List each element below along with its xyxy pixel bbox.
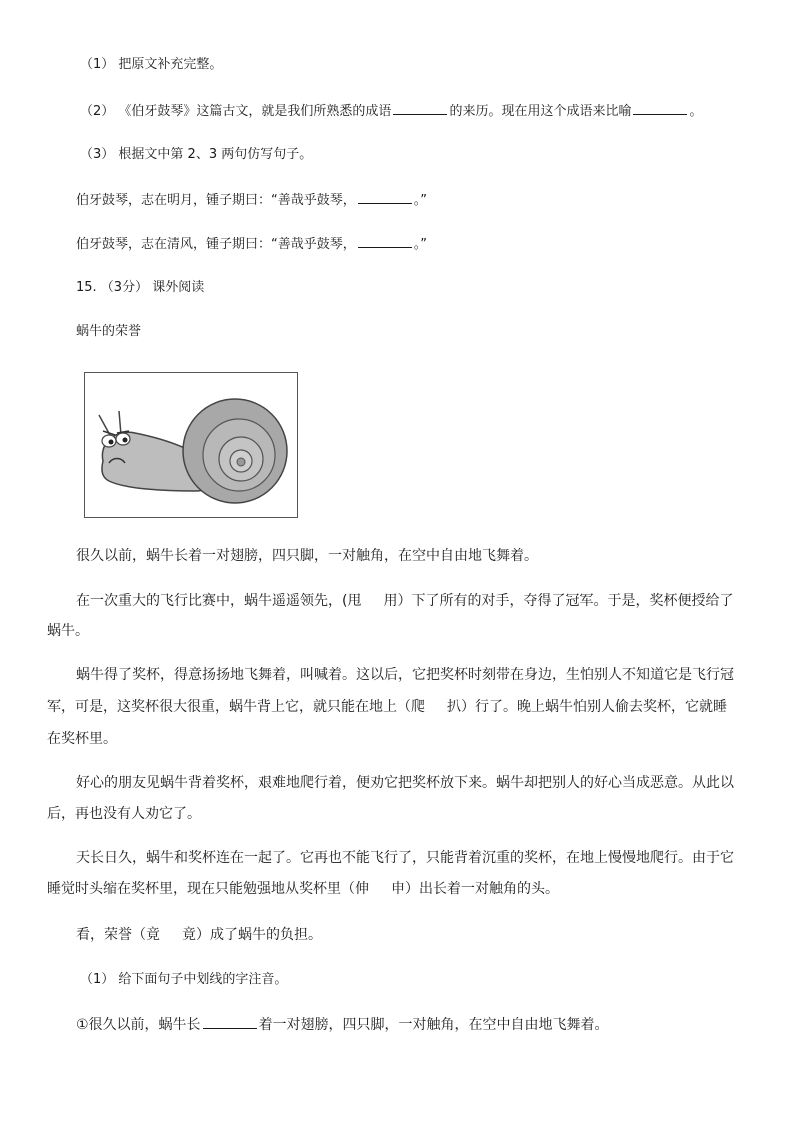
paragraph-3-line-2 <box>47 697 727 717</box>
paragraph-2-line-2: 蜗牛。 <box>47 623 89 639</box>
q15-sub1 <box>80 970 287 990</box>
answer-blank[interactable] <box>358 189 412 204</box>
p5-text-a: 睡觉时头缩在奖杯里，现在只能勉强地从奖杯里（伸 <box>47 881 369 897</box>
q14-imitation-line-2 <box>76 233 427 255</box>
q15-sub1-num: （1） <box>80 972 115 987</box>
paragraph-4-line-2: 后，再也没有人劝它了。 <box>47 806 201 822</box>
answer-blank[interactable] <box>358 233 412 248</box>
q14-sub1-num: （1） <box>80 57 115 72</box>
q14-sub1 <box>80 55 222 75</box>
line2-text-a: 伯牙鼓琴，志在清风，锺子期曰：“善哉乎鼓琴， <box>76 237 356 252</box>
item1-text-b: 着一对翅膀，四只脚，一对触角，在空中自由地飞舞着。 <box>258 1017 609 1033</box>
q14-imitation-line-1 <box>76 189 427 211</box>
q14-sub2-text-c: 。 <box>689 104 703 119</box>
q15-sub1-text: 给下面句子中划线的字注音。 <box>118 972 288 987</box>
q14-sub3 <box>80 145 312 165</box>
paragraph-4-line-1: 好心的朋友见蜗牛背着奖杯，艰难地爬行着，便劝它把奖杯放下来。蜗牛却把别人的好心当成恶意。从此以 <box>76 775 734 791</box>
q14-sub2-num: （2） <box>80 104 115 119</box>
paragraph-6 <box>76 925 322 945</box>
p5-text-b: 申）出长着一对触角的头。 <box>391 881 559 897</box>
line2-text-b: 。” <box>413 237 427 252</box>
p2-text-b: 用）下了所有的对手，夺得了冠军。于是，奖杯便授给了 <box>383 593 734 609</box>
q14-sub1-text: 把原文补充完整。 <box>118 57 223 72</box>
snail-illustration <box>84 372 298 518</box>
q15-header: 15. （3分） 课外阅读 <box>76 280 205 295</box>
paragraph-5-line-1: 天长日久，蜗牛和奖杯连在一起了。它再也不能飞行了，只能背着沉重的奖杯，在地上慢慢地爬行。由于它 <box>76 850 734 866</box>
paragraph-3-line-3: 在奖杯里。 <box>47 731 117 747</box>
snail-icon <box>85 373 297 517</box>
p2-text-a: 在一次重大的飞行比赛中，蜗牛遥遥领先，(甩 <box>76 593 362 609</box>
passage-title: 蜗牛的荣誉 <box>76 324 142 339</box>
q14-sub2 <box>80 100 702 122</box>
p6-text-a: 看，荣誉（竟 <box>76 927 160 943</box>
answer-blank[interactable] <box>393 100 447 115</box>
paragraph-3-line-1: 蜗牛得了奖杯，得意扬扬地飞舞着，叫喊着。这以后，它把奖杯时刻带在身边，生怕别人不知道它是飞行冠 <box>76 667 734 683</box>
answer-blank[interactable] <box>633 100 687 115</box>
q14-sub2-text-a: 《伯牙鼓琴》这篇古文，就是我们所熟悉的成语 <box>118 104 392 119</box>
line1-text-a: 伯牙鼓琴，志在明月，锺子期曰：“善哉乎鼓琴， <box>76 193 356 208</box>
paragraph-5-line-2 <box>47 879 559 899</box>
p3-text-a: 军，可是，这奖杯很大很重，蜗牛背上它，就只能在地上（爬 <box>47 699 425 715</box>
q14-sub3-text: 根据文中第 2、3 两句仿写句子。 <box>118 147 313 162</box>
paragraph-2-line-1 <box>76 591 733 611</box>
q14-sub3-num: （3） <box>80 147 115 162</box>
p3-text-b: 扒）行了。晚上蜗牛怕别人偷去奖杯，它就睡 <box>447 699 727 715</box>
paragraph-1: 很久以前，蜗牛长着一对翅膀，四只脚，一对触角，在空中自由地飞舞着。 <box>76 548 538 564</box>
q15-item-1 <box>76 1014 609 1035</box>
p6-text-b: 竟）成了蜗牛的负担。 <box>182 927 322 943</box>
line1-text-b: 。” <box>413 193 427 208</box>
answer-blank[interactable] <box>203 1014 257 1029</box>
item1-text-a: ①很久以前，蜗牛长 <box>76 1017 201 1033</box>
q14-sub2-text-b: 的来历。现在用这个成语来比喻 <box>449 104 632 119</box>
